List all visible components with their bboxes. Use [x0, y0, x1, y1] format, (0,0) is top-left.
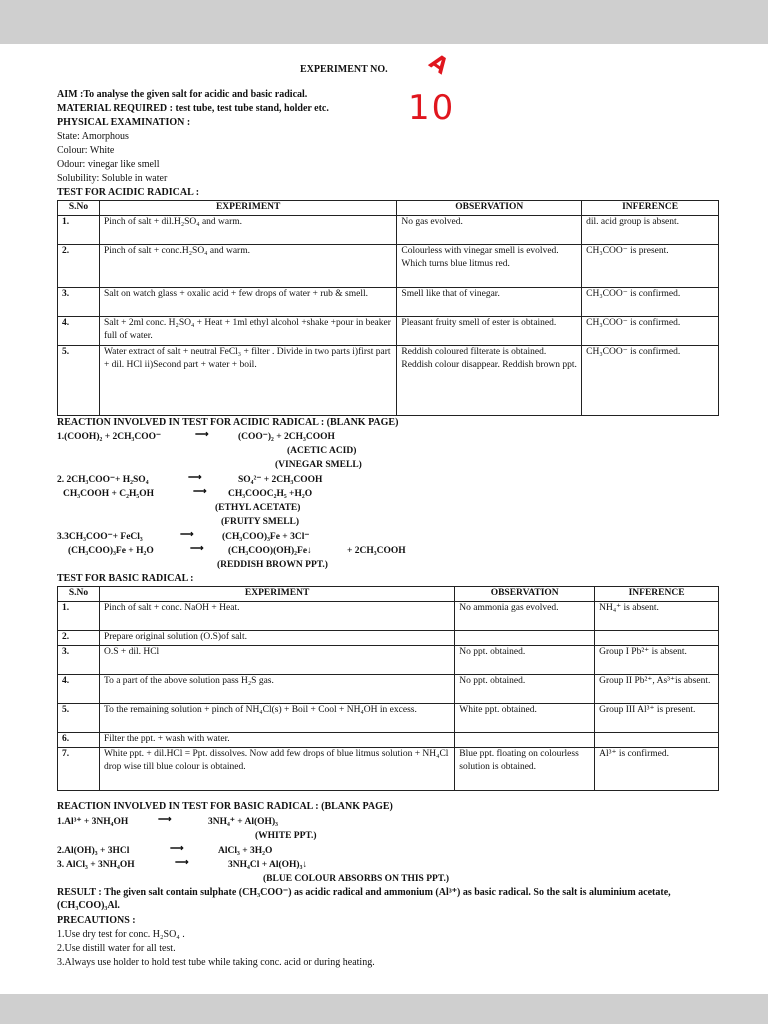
- row-experiment: Pinch of salt + dil.H₂SO₄ and warm.: [99, 215, 396, 244]
- table-row: [58, 732, 719, 747]
- table-header-row: [58, 201, 719, 216]
- reaction-arrow: ⟶: [190, 544, 204, 554]
- reaction-3-lhs: 3.3CH₃COO⁻+ FeCl₃: [57, 532, 143, 542]
- row-sno: 1.: [58, 601, 100, 630]
- row-inference: Group II Pb²⁺, As³⁺is absent.: [595, 674, 719, 703]
- table-row: [58, 345, 719, 415]
- table-row: [58, 287, 719, 316]
- basic-table: [57, 586, 719, 791]
- reaction-1-rhs: (COO⁻)₂ + 2CH₃COOH: [238, 432, 335, 442]
- row-sno: 5.: [58, 703, 100, 732]
- reaction-3b-rhs: (CH₃COO)(OH)₂Fe↓: [228, 546, 312, 556]
- row-sno: 3.: [58, 287, 100, 316]
- page-title: EXPERIMENT NO.: [300, 64, 388, 75]
- table-row: [58, 747, 719, 790]
- row-sno: 4.: [58, 674, 100, 703]
- row-experiment: Pinch of salt + conc.H₂SO₄ and warm.: [99, 244, 396, 287]
- top-margin: [0, 0, 768, 44]
- row-experiment: Water extract of salt + neutral FeCl₃ + filter . Divide in two parts i)first part + dil. HCl ii)Second part + water + boil.: [99, 345, 396, 415]
- reaction-arrow: ⟶: [195, 430, 209, 440]
- row-observation: [455, 732, 595, 747]
- table-row: [58, 674, 719, 703]
- row-experiment: O.S + dil. HCl: [99, 645, 454, 674]
- table-row: [58, 645, 719, 674]
- col-observation: OBSERVATION: [455, 587, 595, 602]
- row-sno: 3.: [58, 645, 100, 674]
- physical-colour: Colour: White: [57, 145, 115, 156]
- row-observation: Colourless with vinegar smell is evolved. Which turns blue litmus red.: [397, 244, 582, 287]
- reaction-arrow: ⟶: [193, 487, 207, 497]
- row-experiment: Pinch of salt + conc. NaOH + Heat.: [99, 601, 454, 630]
- row-sno: 6.: [58, 732, 100, 747]
- row-inference: CH₃COO⁻ is confirmed.: [582, 316, 719, 345]
- row-inference: CH₃COO⁻ is confirmed.: [582, 345, 719, 415]
- physical-odour: Odour: vinegar like smell: [57, 159, 160, 170]
- row-experiment: White ppt. + dil.HCl = Ppt. dissolves. Now add few drops of blue litmus solution + NH₄Cl drop wise till blue colour is obtained.: [99, 747, 454, 790]
- basic-reaction-2-rhs: AlCl₃ + 3H₂O: [218, 846, 273, 856]
- precaution-item: 2.Use distill water for all test.: [57, 943, 176, 954]
- table-row: [58, 244, 719, 287]
- reaction-1-note: (VINEGAR SMELL): [275, 460, 362, 470]
- row-inference: dil. acid group is absent.: [582, 215, 719, 244]
- row-experiment: Salt + 2ml conc. H₂SO₄ + Heat + 1ml ethyl alcohol +shake +pour in beaker full of water.: [99, 316, 396, 345]
- row-observation: Smell like that of vinegar.: [397, 287, 582, 316]
- reaction-arrow: ⟶: [180, 530, 194, 540]
- table-header-row: [58, 587, 719, 602]
- row-sno: 4.: [58, 316, 100, 345]
- reaction-1-note: (ACETIC ACID): [287, 446, 357, 456]
- bottom-margin: [0, 994, 768, 1024]
- handwritten-score: 10: [408, 88, 456, 128]
- row-inference: CH₃COO⁻ is confirmed.: [582, 287, 719, 316]
- row-inference: Group I Pb²⁺ is absent.: [595, 645, 719, 674]
- precautions-heading: PRECAUTIONS :: [57, 915, 136, 926]
- basic-reaction-heading: REACTION INVOLVED IN TEST FOR BASIC RADICAL : (BLANK PAGE): [57, 801, 393, 812]
- col-observation: OBSERVATION: [397, 201, 582, 216]
- acidic-table: [57, 200, 719, 416]
- table-row: [58, 601, 719, 630]
- table-row: [58, 215, 719, 244]
- acidic-reaction-heading: REACTION INVOLVED IN TEST FOR ACIDIC RADICAL : (BLANK PAGE): [57, 417, 399, 428]
- col-sno: S.No: [58, 201, 100, 216]
- col-inference: INFERENCE: [582, 201, 719, 216]
- reaction-2b-rhs: CH₃COOC₂H₅ +H₂O: [228, 489, 313, 499]
- row-observation: Reddish coloured filterate is obtained. Reddish colour disappear. Reddish brown ppt.: [397, 345, 582, 415]
- row-experiment: Prepare original solution (O.S)of salt.: [99, 630, 454, 645]
- basic-reaction-1-lhs: 1.Al³⁺ + 3NH₄OH: [57, 817, 129, 827]
- table-row: [58, 630, 719, 645]
- basic-reaction-3-lhs: 3. AlCl₃ + 3NH₄OH: [57, 860, 135, 870]
- row-sno: 2.: [58, 630, 100, 645]
- physical-heading: PHYSICAL EXAMINATION :: [57, 117, 191, 128]
- reaction-2-rhs: SO₄²⁻ + 2CH₃COOH: [238, 475, 323, 485]
- material-line: MATERIAL REQUIRED : test tube, test tube stand, holder etc.: [57, 103, 329, 114]
- reaction-2-note: (ETHYL ACETATE): [215, 503, 301, 513]
- result-paragraph: RESULT : The given salt contain sulphate (CH₃COO⁻) as acidic radical and ammonium (Al³⁺) as basic radical. So the salt is aluminium acetate, (CH₃COO)₃Al.: [57, 887, 671, 911]
- row-observation: No ammonia gas evolved.: [455, 601, 595, 630]
- basic-reaction-3-note: (BLUE COLOUR ABSORBS ON THIS PPT.): [263, 874, 449, 884]
- row-sno: 1.: [58, 215, 100, 244]
- document-page: [0, 44, 768, 994]
- reaction-arrow: ⟶: [158, 815, 172, 825]
- row-observation: No ppt. obtained.: [455, 674, 595, 703]
- reaction-2-note: (FRUITY SMELL): [221, 517, 300, 527]
- row-observation: No gas evolved.: [397, 215, 582, 244]
- row-observation: Blue ppt. floating on colourless solution is obtained.: [455, 747, 595, 790]
- reaction-2b-lhs: CH₃COOH + C₂H₅OH: [63, 489, 155, 499]
- row-experiment: Salt on watch glass + oxalic acid + few drops of water + rub & smell.: [99, 287, 396, 316]
- reaction-arrow: ⟶: [170, 844, 184, 854]
- basic-reaction-3-rhs: 3NH₄Cl + Al(OH)₃↓: [228, 860, 308, 870]
- row-experiment: To a part of the above solution pass H₂S gas.: [99, 674, 454, 703]
- basic-reaction-1-note: (WHITE PPT.): [255, 831, 317, 841]
- row-sno: 7.: [58, 747, 100, 790]
- physical-state: State: Amorphous: [57, 131, 129, 142]
- reaction-arrow: ⟶: [188, 473, 202, 483]
- basic-reaction-1-rhs: 3NH₄⁺ + Al(OH)₃: [208, 817, 278, 827]
- acidic-heading: TEST FOR ACIDIC RADICAL :: [57, 187, 200, 198]
- row-sno: 5.: [58, 345, 100, 415]
- row-inference: [595, 630, 719, 645]
- row-experiment: To the remaining solution + pinch of NH₄Cl(s) + Boil + Cool + NH₄OH in excess.: [99, 703, 454, 732]
- row-sno: 2.: [58, 244, 100, 287]
- handwritten-letter: A: [424, 49, 453, 80]
- reaction-3b-rhs-extra: + 2CH₃COOH: [347, 546, 406, 556]
- row-observation: No ppt. obtained.: [455, 645, 595, 674]
- row-inference: CH₃COO⁻ is present.: [582, 244, 719, 287]
- row-inference: NH₄⁺ is absent.: [595, 601, 719, 630]
- reaction-3b-lhs: (CH₃COO)₃Fe + H₂O: [68, 546, 154, 556]
- row-experiment: Filter the ppt. + wash with water.: [99, 732, 454, 747]
- reaction-3-rhs: (CH₃COO)₃Fe + 3Cl⁻: [222, 532, 310, 542]
- reaction-2-lhs: 2. 2CH₃COO⁻+ H₂SO₄: [57, 475, 149, 485]
- row-observation: Pleasant fruity smell of ester is obtained.: [397, 316, 582, 345]
- col-experiment: EXPERIMENT: [99, 201, 396, 216]
- physical-solubility: Solubility: Soluble in water: [57, 173, 168, 184]
- row-inference: [595, 732, 719, 747]
- table-row: [58, 316, 719, 345]
- reaction-3-note: (REDDISH BROWN PPT.): [217, 560, 328, 570]
- precaution-item: 3.Always use holder to hold test tube while taking conc. acid or during heating.: [57, 957, 375, 968]
- table-row: [58, 703, 719, 732]
- aim-line: AIM :To analyse the given salt for acidic and basic radical.: [57, 89, 308, 100]
- row-inference: Al³⁺ is confirmed.: [595, 747, 719, 790]
- row-observation: [455, 630, 595, 645]
- row-observation: White ppt. obtained.: [455, 703, 595, 732]
- col-sno: S.No: [58, 587, 100, 602]
- row-inference: Group III Al³⁺ is present.: [595, 703, 719, 732]
- reaction-1-lhs: 1.(COOH)₂ + 2CH₃COO⁻: [57, 432, 161, 442]
- precaution-item: 1.Use dry test for conc. H₂SO₄ .: [57, 929, 185, 940]
- col-inference: INFERENCE: [595, 587, 719, 602]
- reaction-arrow: ⟶: [175, 858, 189, 868]
- col-experiment: EXPERIMENT: [99, 587, 454, 602]
- basic-heading: TEST FOR BASIC RADICAL :: [57, 573, 194, 584]
- basic-reaction-2-lhs: 2.Al(OH)₃ + 3HCl: [57, 846, 130, 856]
